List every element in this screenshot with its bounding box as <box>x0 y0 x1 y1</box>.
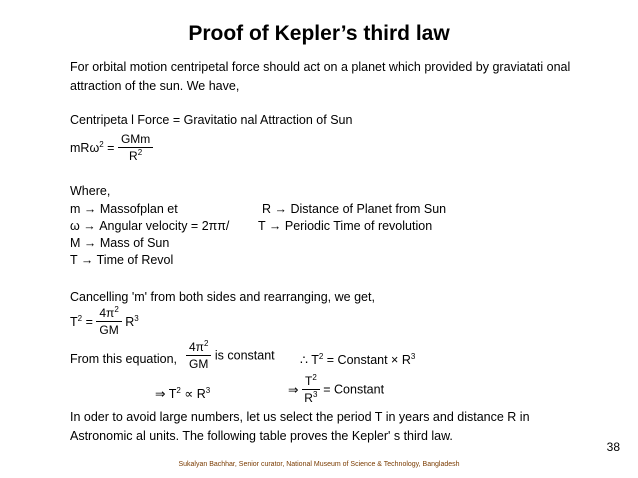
const1-numerator-exp: 2 <box>203 339 209 348</box>
eq3-lhs-exp: 2 <box>77 313 83 323</box>
where-label: Where, <box>70 184 111 198</box>
eq3-numerator: 4π <box>99 306 115 320</box>
footer-credit: Sukalyan Bachhar, Senior curator, National Museum of Science & Technology, Bangladesh <box>178 461 460 468</box>
ratio-denominator-exp: 3 <box>312 390 318 399</box>
eq3-r-exp: 3 <box>134 313 139 323</box>
slide-title: Proof of Kepler’s third law <box>188 22 450 45</box>
intro-line-2: attraction of the sun. We have, <box>70 79 240 93</box>
prop-t: T <box>168 387 177 401</box>
def-row-1-right: R → Distance of Planet from Sun <box>262 202 447 216</box>
prop-t-exp: 2 <box>176 385 181 395</box>
ratio-arrow: ⇒ <box>288 383 299 397</box>
eq3-lhs: T <box>70 314 78 329</box>
equation-t2 <box>70 306 139 337</box>
page-number: 38 <box>606 440 620 454</box>
eq2-denominator: R <box>129 149 138 163</box>
from-equation-label: From this equation, <box>70 352 177 366</box>
eq3-equals: = <box>85 314 93 329</box>
closing-line-2: Astronomic al units. The following table proves the Kepler' s third law. <box>70 429 453 443</box>
const1-fraction <box>186 340 211 371</box>
ratio-statement <box>288 374 384 405</box>
ratio-rest: = Constant <box>323 382 385 397</box>
cancelling-line: Cancelling 'm' from both sides and rearranging, we get, <box>70 290 375 304</box>
eq2-denominator-exp: 2 <box>137 148 143 157</box>
def-row-2-left: ω → Angular velocity = 2ππ/ <box>70 219 230 233</box>
prop-symbol: ∝ <box>184 387 194 401</box>
const1-numerator: 4π <box>189 340 204 354</box>
const1-denominator: GM <box>189 357 209 371</box>
therefore-exp: 2 <box>318 351 324 361</box>
def-row-1-left: m → Massofplan et <box>70 202 178 216</box>
eq2-equals: = <box>107 140 115 155</box>
therefore-lhs: ∴ T <box>300 353 319 367</box>
closing-line-1: In oder to avoid large numbers, let us select the period T in years and distance R in <box>70 410 530 424</box>
const1-text: is constant <box>214 348 275 363</box>
def-row-3-left: M → Mass of Sun <box>70 236 170 250</box>
therefore-r-exp: 3 <box>410 351 416 361</box>
prop-arrow: ⇒ <box>155 387 166 401</box>
prop-r-exp: 3 <box>205 385 211 395</box>
def-row-4-left: T → Time of Revol <box>70 253 174 267</box>
eq2-lhs-exp: 2 <box>99 139 104 149</box>
eq3-numerator-exp: 2 <box>114 305 119 314</box>
def-row-2-right: T → Periodic Time of revolution <box>258 219 433 233</box>
equation-mrw2 <box>70 132 153 163</box>
eq3-r: R <box>125 314 135 329</box>
eq3-denominator: GM <box>99 323 119 337</box>
proportional-statement <box>155 386 210 401</box>
equation-centripetal-gravitational: Centripeta l Force = Gravitatio nal Attraction of Sun <box>70 113 353 127</box>
therefore-statement <box>300 352 415 367</box>
ratio-numerator-exp: 2 <box>312 373 317 382</box>
intro-line-1: For orbital motion centripetal force should act on a planet which provided by graviatati onal <box>70 60 571 74</box>
eq3-fraction <box>96 306 121 337</box>
constant-expression <box>186 340 275 371</box>
prop-r: R <box>196 387 206 401</box>
ratio-fraction <box>302 374 320 405</box>
ratio-numerator: T <box>304 374 313 388</box>
eq2-fraction <box>118 132 153 163</box>
eq2-lhs: mRω <box>70 140 100 155</box>
ratio-denominator: R <box>304 391 313 405</box>
therefore-rest: = Constant × R <box>326 353 411 367</box>
eq2-numerator: GMm <box>118 132 153 148</box>
